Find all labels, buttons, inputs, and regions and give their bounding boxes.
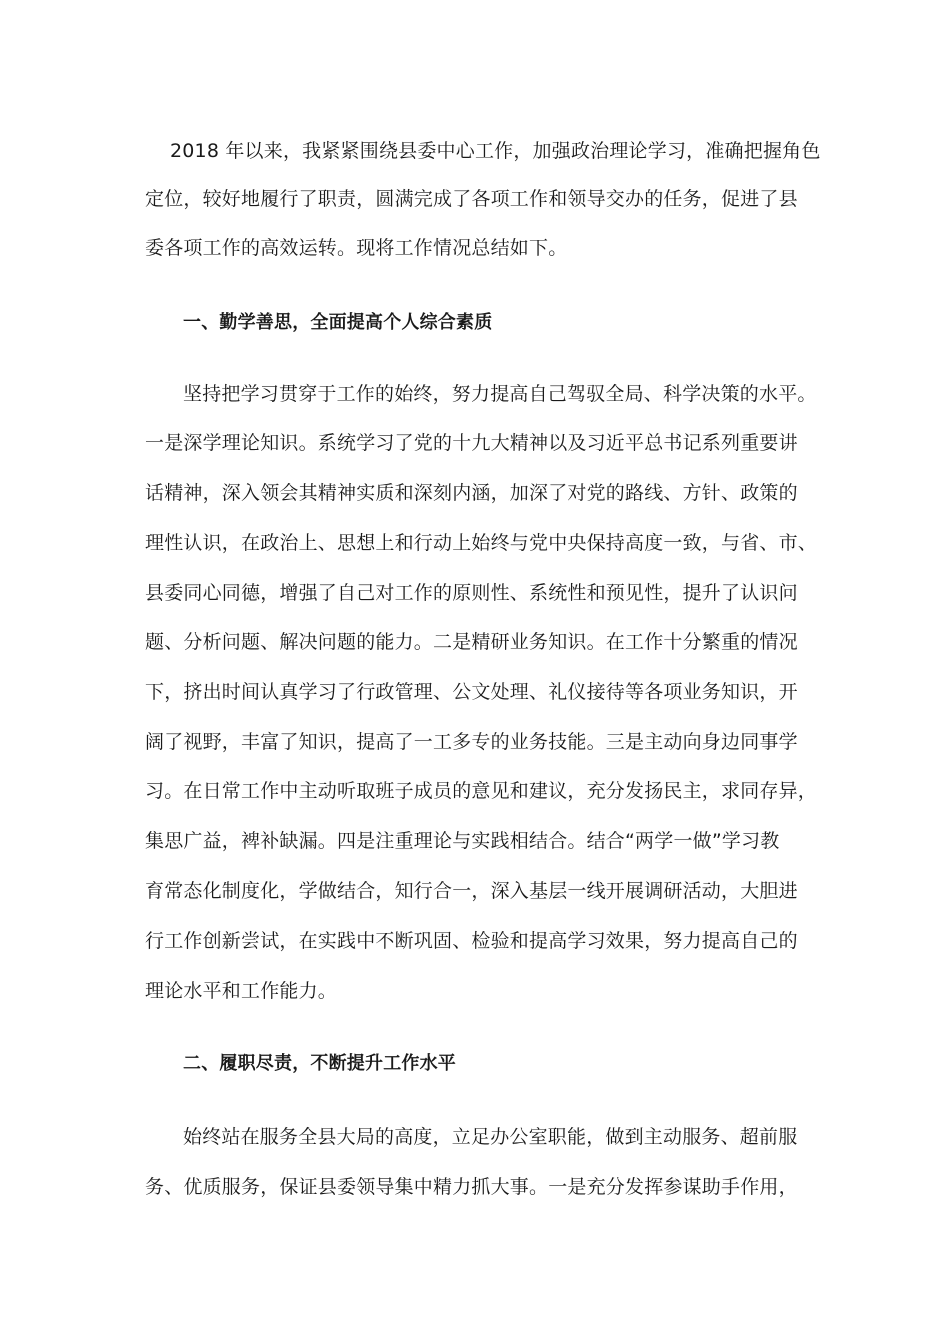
section1-line-6: 题、分析问题、解决问题的能力。二是精研业务知识。在工作十分繁重的情况	[145, 631, 798, 653]
section1-line-3: 话精神，深入领会其精神实质和深刻内涵，加深了对党的路线、方针、政策的	[145, 482, 798, 504]
section2-heading: 二、履职尽责，不断提升工作水平	[183, 1053, 456, 1074]
section1-line-5: 县委同心同德，增强了自己对工作的原则性、系统性和预见性，提升了认识问	[145, 582, 798, 604]
section1-line-1: 坚持把学习贯穿于工作的始终，努力提高自己驾驭全局、科学决策的水平。	[183, 383, 817, 405]
section1-line-12: 行工作创新尝试，在实践中不断巩固、检验和提高学习效果，努力提高自己的	[145, 930, 798, 952]
section1-line-7: 下，挤出时间认真学习了行政管理、公文处理、礼仪接待等各项业务知识，开	[145, 681, 798, 703]
section1-line-9: 习。在日常工作中主动听取班子成员的意见和建议，充分发扬民主，求同存异，	[145, 780, 818, 802]
intro-line-3: 委各项工作的高效运转。现将工作情况总结如下。	[145, 237, 568, 259]
section1-line-2: 一是深学理论知识。系统学习了党的十九大精神以及习近平总书记系列重要讲	[145, 432, 798, 454]
section1-line-8: 阔了视野，丰富了知识，提高了一工多专的业务技能。三是主动向身边同事学	[145, 731, 798, 753]
section1-heading: 一、勤学善思，全面提高个人综合素质	[183, 312, 493, 333]
section2-line-1: 始终站在服务全县大局的高度，立足办公室职能，做到主动服务、超前服	[183, 1126, 798, 1148]
section1-line-11: 育常态化制度化，学做结合，知行合一，深入基层一线开展调研活动，大胆进	[145, 880, 798, 902]
intro-line-2: 定位，较好地履行了职责，圆满完成了各项工作和领导交办的任务，促进了县	[145, 188, 798, 210]
section1-line-4: 理性认识，在政治上、思想上和行动上始终与党中央保持高度一致，与省、市、	[145, 532, 818, 554]
section1-line-10: 集思广益，裨补缺漏。四是注重理论与实践相结合。结合“两学一做”学习教	[145, 830, 780, 852]
section1-line-13: 理论水平和工作能力。	[145, 980, 338, 1002]
intro-line-1: 2018 年以来，我紧紧围绕县委中心工作，加强政治理论学习，准确把握角色	[145, 140, 821, 162]
section2-line-2: 务、优质服务，保证县委领导集中精力抓大事。一是充分发挥参谋助手作用，	[145, 1176, 798, 1198]
